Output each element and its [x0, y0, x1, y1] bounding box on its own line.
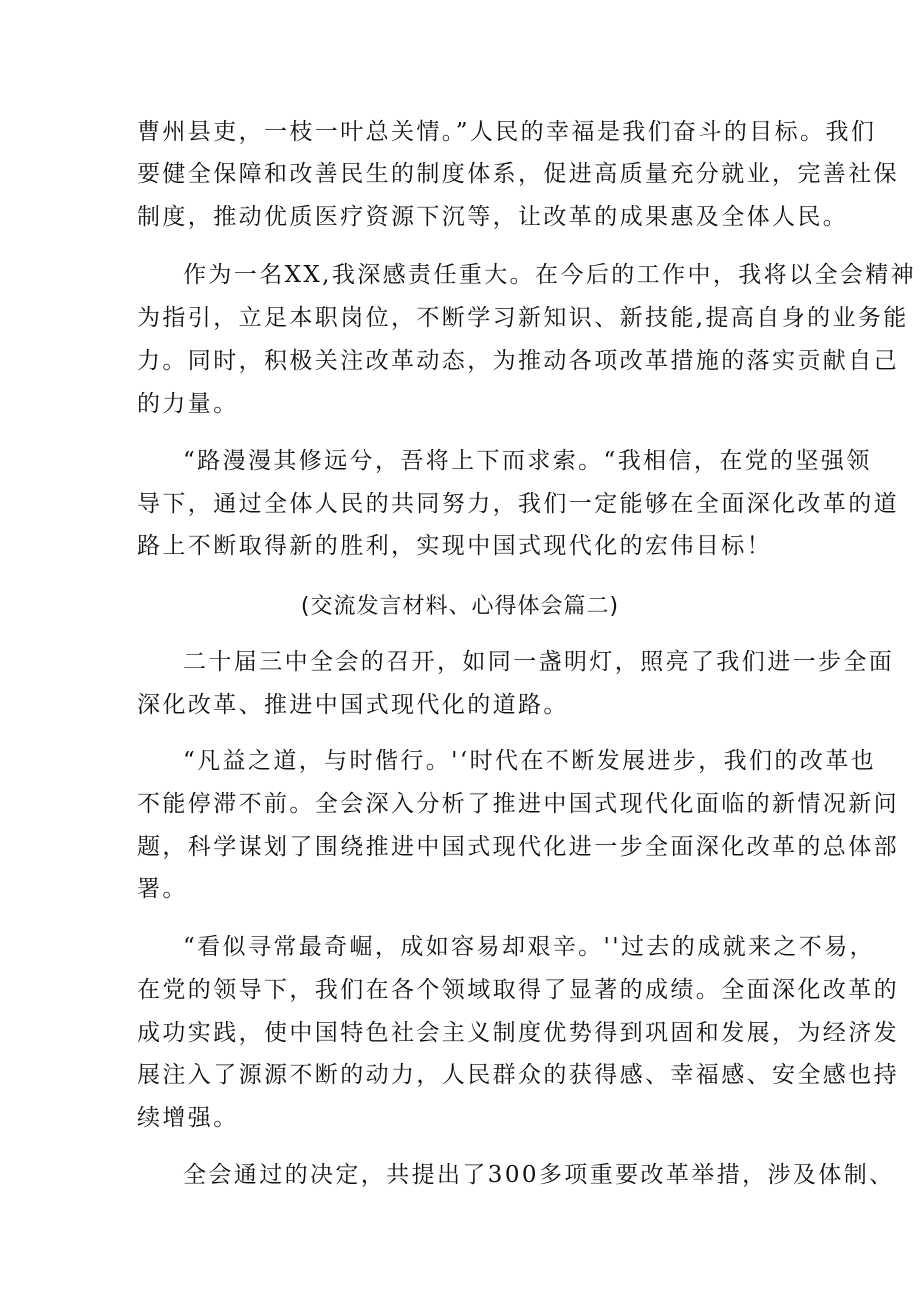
- text-line: 为指引，立足本职岗位，不断学习新知识、新技能,提高自身的业务能: [137, 305, 909, 331]
- text-line: 二十届三中全会的召开，如同一盏明灯，照亮了我们进一步全面: [183, 649, 895, 675]
- text-line: “路漫漫其修远兮，吾将上下而求索。“我相信，在党的坚强领: [183, 448, 872, 474]
- text-line: 要健全保障和改善民生的制度体系，促进高质量充分就业，完善社保: [137, 161, 899, 187]
- text-line: 路上不断取得新的胜利，实现中国式现代化的宏伟目标！: [137, 533, 772, 559]
- text-line: 制度，推动优质医疗资源下沉等，让改革的成果惠及全体人民。: [137, 204, 849, 230]
- text-line: 力。同时，积极关注改革动态，为推动各项改革措施的落实贡献自己: [137, 348, 899, 374]
- text-line: “凡益之道，与时偕行。'‘时代在不断发展进步，我们的改革也: [183, 748, 876, 774]
- text-line: 导下，通过全体人民的共同努力，我们一定能够在全面深化改革的道: [137, 491, 899, 517]
- section-heading: (交流发言材料、心得体会篇二): [300, 594, 620, 619]
- text-line: 题，科学谋划了围绕推进中国式现代化进一步全面深化改革的总体部: [137, 834, 899, 860]
- text-line: 作为一名XX,我深感责任重大。在今后的工作中，我将以全会精神: [183, 262, 917, 288]
- text-line: “看似寻常最奇崛，成如容易却艰辛。''过去的成就来之不易，: [183, 934, 876, 960]
- text-line: 曹州县吏，一枝一叶总关情。”人民的幸福是我们奋斗的目标。我们: [137, 119, 877, 145]
- text-line: 深化改革、推进中国式现代化的道路。: [137, 692, 569, 718]
- text-line: 的力量。: [137, 391, 239, 417]
- text-line: 续增强。: [137, 1105, 239, 1131]
- text-line: 成功实践，使中国特色社会主义制度优势得到巩固和发展，为经济发: [137, 1020, 899, 1046]
- text-line: 展注入了源源不断的动力，人民群众的获得感、幸福感、安全感也持: [137, 1062, 899, 1088]
- text-line: 在党的领导下，我们在各个领域取得了显著的成绩。全面深化改革的: [137, 977, 899, 1003]
- text-line: 不能停滞不前。全会深入分析了推进中国式现代化面临的新情况新问: [137, 791, 899, 817]
- text-line: 署。: [137, 876, 188, 902]
- text-line: 全会通过的决定，共提出了300多项重要改革举措，涉及体制、: [183, 1162, 895, 1188]
